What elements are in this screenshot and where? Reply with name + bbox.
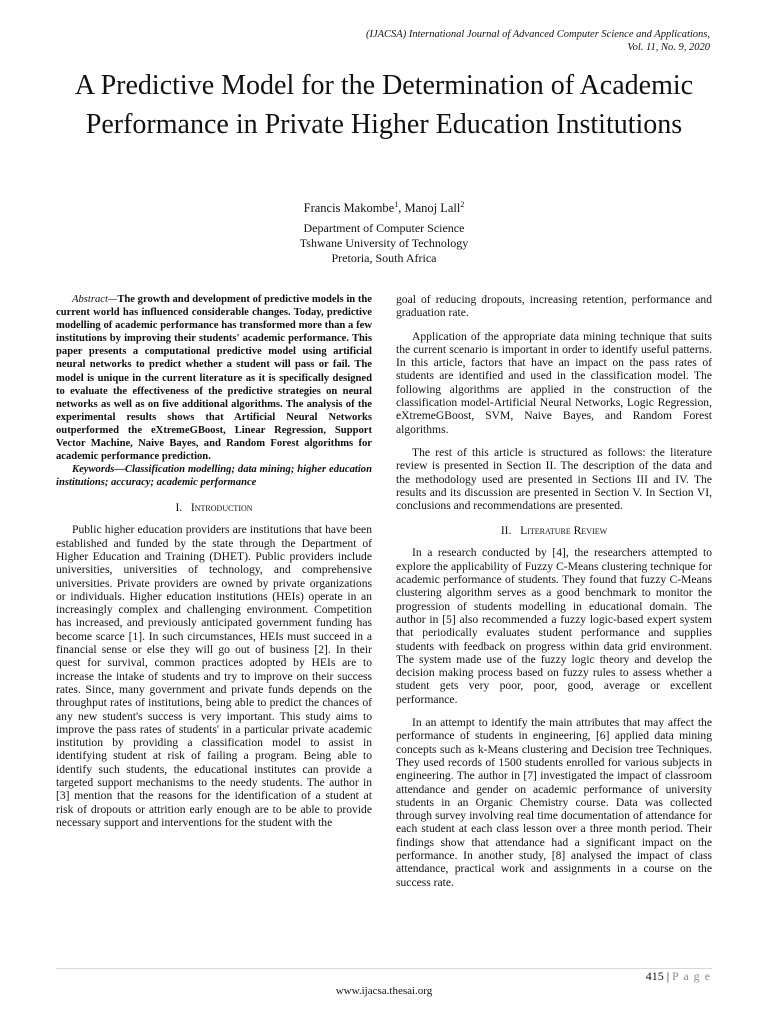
author-name: Francis Makombe xyxy=(303,201,395,216)
journal-name: (IJACSA) International Journal of Advanced Computer Science and Applications, xyxy=(365,29,710,40)
affiliation-location: Pretoria, South Africa xyxy=(331,251,437,265)
abstract-text: The growth and development of predictive models in the current world has influenced considerable changes. Today, predictive modelling of academic performance has transformed more than a few institutions by improving their students' academic performance. This paper presents a computational predictive model using artificial neural networks to predict whether a student will pass or fail. The model is unique in the current literature as it is specifically designed to evaluate the effectiveness of the predictive strategies on neural networks as well as on five additional algorithms. The analysis of the experimental results shows that Artificial Neural Networks outperformed the eXtremeGBoost, Linear Regression, Support Vector Machine, Naive Bayes, and Random Forest algorithms for academic performance prediction. xyxy=(56,294,372,463)
author-affiliation-mark: 2 xyxy=(460,200,465,209)
abstract xyxy=(56,293,372,463)
literature-paragraph: In an attempt to identify the main attributes that may affect the performance of students in engineering, [6] applied data mining concepts such as k-Means clustering and Decision tree Techniques. They used records of 1500 students enrolled for various subjects in engineering. The author in [7] investigated the impact of classroom attendance and gender on academic performance of university students in an Organic Chemistry course. Data was collected through survey involving real time documentation of attendance for each student at each class lesson over a three month period. Their findings show that attendance had a significant impact on the performance. In another study, [8] analysed the impact of class attendance, practical work and assignments in a course on the success rate. xyxy=(396,716,712,889)
journal-header xyxy=(190,28,710,54)
page-number-value: 415 xyxy=(645,969,664,983)
introduction-paragraph: Application of the appropriate data mining technique that suits the current scenario is important in order to identify useful patterns. In this article, factors that have an impact on the pass rates of students are identified and used in the classification model. The following algorithms are applied in the construction of the classification model-Artificial Neural Networks, Logic Regression, eXtremeGBoost, SVM, Naive Bayes, and Random Forest algorithms. xyxy=(396,329,712,436)
affiliation-university: Tshwane University of Technology xyxy=(299,236,469,250)
author-name: Manoj Lall xyxy=(404,201,461,216)
section-title: Introduction xyxy=(190,501,253,515)
page-number xyxy=(646,969,711,983)
section-number: I. xyxy=(175,501,183,515)
introduction-continued: goal of reducing dropouts, increasing retention, performance and graduation rate. xyxy=(396,293,712,320)
abstract-lead: Abstract— xyxy=(72,294,118,305)
section-heading-introduction xyxy=(56,501,372,515)
introduction-paragraph: Public higher education providers are institutions that have been established and funded by the state through the Department of Higher Education and Training (DHET). Public providers include universities, universities of technology, and comprehensive universities. Private providers are owned by private organizations or individuals. Higher education institutions (HEIs) operate in an increasingly complex and challenging environment. Competition has increased, and previously anticipated government funding has become scarce [1]. In such circumstances, HEIs must succeed in a financial sense or else they will go out of business [2]. In their quest for survival, common practices adopted by HEIs are to increase the intake of students and try to improve on their success rates. Since, many government and private funds depends on the throughput rates of institutions, being able to predict the chances of any new student's success is very important. This study aims to improve the pass rates of students' in a particular private academic institution by providing a classification model to assist in identifying student at risk of failing a program. Being able to identify such students, the educational institutes can provide a targeted support mechanisms to the needy students. The author in [3] mention that the reasons for the identification of a student at risk of dropouts or attrition early enough are to be able to provide necessary support and interventions for the student with the xyxy=(56,523,372,829)
author-affiliation-mark: 1 xyxy=(394,200,399,209)
literature-paragraph: In a research conducted by [4], the researchers attempted to explore the applicability of Fuzzy C-Means clustering technique for academic performance of students. They found that fuzzy C-Means clustering algorithm serves as a good benchmark to monitor the progression of students modelling in educational domain. The author in [5] also recommended a fuzzy logic-based expert system that periodically evaluates student performance and supplies students with feedback on progress within data grid environment. The system made use of the fuzzy logic theory and develop the decision making process based on fuzzy rules to assess whether a student gets very poor, poor, good, average or excellent performance. xyxy=(396,546,712,706)
left-column xyxy=(56,293,372,829)
page-label: P a g e xyxy=(672,969,711,983)
footer-divider xyxy=(56,968,712,969)
author-line xyxy=(0,197,768,216)
section-title: Literature Review xyxy=(520,524,608,538)
journal-website: www.ijacsa.thesai.org xyxy=(335,985,433,997)
keywords: Keywords—Classification modelling; data mining; higher education institutions; accuracy; academic performance xyxy=(56,464,372,489)
journal-volume: Vol. 11, No. 9, 2020 xyxy=(627,42,710,53)
right-column xyxy=(396,293,712,889)
page-number-separator: | xyxy=(663,969,673,983)
affiliation-department: Department of Computer Science xyxy=(303,221,465,235)
author-separator: , xyxy=(398,201,405,216)
paper-title: A Predictive Model for the Determination of Academic Performance in Private Higher Education Institutions xyxy=(74,70,694,140)
section-heading-literature-review xyxy=(396,524,712,538)
section-number: II. xyxy=(500,524,512,538)
introduction-paragraph: The rest of this article is structured as follows: the literature review is presented in Section II. The description of the data and the methodology used are presented in Sections III and IV. The results and its discussion are presented in Section V. In Section VI, conclusions and recommendations are presented. xyxy=(396,445,712,513)
